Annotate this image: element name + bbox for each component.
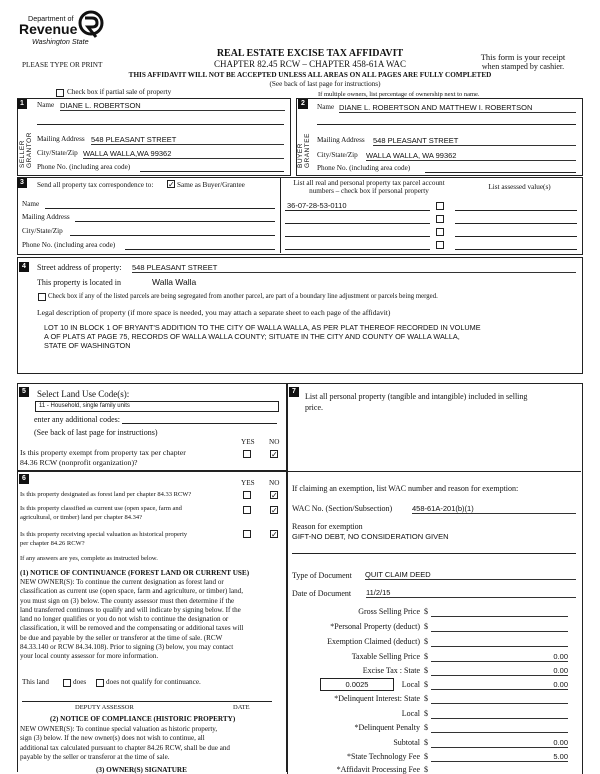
legal-description-line-2[interactable]: A OF PLATS AT PAGE 75, RECORDS OF WALLA WALLA COUNTY; SITUATE IN THE CITY AND COUNTY OF WALLA WALLA, [44,332,460,341]
notice-2-line: additional tax calculated pursuant to chapter 84.26 RCW, shall be due and [20,743,230,752]
deputy-assessor-label: DEPUTY ASSESSOR [75,704,134,711]
located-in-label: This property is located in [37,278,121,287]
land-use-label: Select Land Use Code(s): [37,389,130,399]
gross-price-dollar: $ [424,607,428,616]
gross-price-label: Gross Selling Price [358,607,420,616]
notice-1-line: 84.33.140 or RCW 84.34.108). Prior to signing (3) below, you may contact [20,643,234,652]
current-use-yes-checkbox[interactable] [243,506,251,514]
reason-field[interactable]: GIFT-NO DEBT, NO CONSIDERATION GIVEN [292,532,449,541]
wac-field[interactable]: 458-61A-201(b)(1) [412,504,576,514]
personal-property-label-2: price. [305,403,323,412]
dor-logo [18,10,103,50]
excise-local-dollar: $ [424,680,428,689]
notice-1-line: be due and payable by the seller or transferor at the time of sale. (RCW [20,633,223,642]
notice-2-body [20,725,282,762]
subtotal-field[interactable]: 0.00 [431,738,568,748]
section-7-badge: 7 [289,387,299,397]
delinquent-penalty-label: *Delinquent Penalty [354,723,420,732]
additional-codes-field[interactable] [122,423,277,424]
forest-no-checkbox[interactable]: ✓ [271,491,278,500]
assessed-line-4[interactable] [455,249,577,250]
section-1-badge: 1 [17,99,27,109]
excise-local-label: Local [401,680,420,689]
subtotal-label: Subtotal [393,738,420,747]
historic-question-1: Is this property receiving special valuation as historical property [20,531,188,538]
segregated-label: Check box if any of the listed parcels are being segregated from another parcel, are part of a boundary line adjustment or parcels being merged. [48,293,438,300]
land-does-checkbox[interactable] [63,679,71,687]
seller-phone-field[interactable] [140,171,284,172]
notice-2-line: sign (3) below. If the new owner(s) does not wish to continue, all [20,734,205,743]
buyer-city-field[interactable]: WALLA WALLA, WA 99362 [366,151,576,161]
excise-state-label: Excise Tax : State [362,666,420,675]
taxable-price-dollar: $ [424,652,428,661]
s6-no-header: NO [269,479,280,487]
section-6-badge: 6 [19,474,29,484]
delinquent-interest-state-label: *Delinquent Interest: State [334,694,420,703]
buyer-city-label: City/State/Zip [317,151,358,159]
s5-see-back: (See back of last page for instructions) [34,428,158,437]
notice-3-title: (3) OWNER(S) SIGNATURE [96,766,187,774]
land-does-not-label: does not qualify for continuance. [106,678,201,686]
assessed-header: List assessed value(s) [488,183,551,191]
legal-description-label: Legal description of property (if more space is needed, you may attach a separate sheet to each page of the affidavit) [37,308,391,317]
seller-blank-line [37,124,284,125]
historic-question-2: per chapter 84.26 RCW? [20,540,85,547]
notice-1-line: land transferred continues to qualify and will indicate by signing below. If the [20,605,241,614]
parcel-1-checkbox[interactable] [436,202,444,210]
forest-question: Is this property designated as forest land per chapter 84.33 RCW? [20,491,192,498]
forest-yes-checkbox[interactable] [243,491,251,499]
personal-property-dollar: $ [424,622,428,631]
s6-yes-header: YES [241,479,255,487]
this-land-label: This land [22,678,49,686]
s5-yes-header: YES [241,438,255,446]
notice-1-line: NEW OWNER(S): To continue the current designation as forest land or [20,578,224,586]
assessed-line-1[interactable] [455,210,577,211]
parcel-header-1: List all real and personal property tax parcel account [293,179,445,187]
personal-property-divider [287,471,581,472]
parcel-header-2: numbers – check box if personal property [309,187,429,195]
partial-sale-label: Check box if partial sale of property [67,88,172,96]
seller-mailing-field[interactable]: 548 PLEASANT STREET [91,135,284,145]
historic-yes-checkbox[interactable] [243,530,251,538]
buyer-mailing-label: Mailing Address [317,136,365,144]
s3-name-field[interactable] [45,208,275,209]
buyer-side-label: BUYER GRANTEE [297,133,311,168]
seller-phone-label: Phone No. (including area code) [37,163,131,171]
exempt-no-checkbox[interactable]: ✓ [271,450,278,459]
seller-name-field[interactable]: DIANE L. ROBERTSON [60,101,285,111]
form-title: REAL ESTATE EXCISE TAX AFFIDAVIT [216,48,404,59]
subtotal-dollar: $ [424,738,428,747]
segregated-checkbox[interactable] [38,293,46,301]
receipt-note-2: when stamped by cashier. [481,62,565,71]
buyer-phone-field[interactable] [425,172,576,173]
delinquent-interest-local-label: Local [401,709,420,718]
type-or-print: PLEASE TYPE OR PRINT [22,61,103,69]
land-does-not-checkbox[interactable] [96,679,104,687]
local-rate-box[interactable] [320,678,394,691]
doc-date-field[interactable]: 11/2/15 [366,588,576,598]
exemption-claimed-dollar: $ [424,637,428,646]
instructions-note: (See back of last page for instructions) [269,80,381,88]
s3-name-label: Name [22,200,40,208]
assessor-signature-line[interactable] [22,701,272,702]
seller-name-label: Name [37,101,55,109]
current-use-question-2: agricultural, or timber) land per chapter 84.34? [20,514,143,521]
assessed-line-3[interactable] [455,236,577,237]
delinquent-interest-state-dollar: $ [424,694,428,703]
exemption-claimed-label: Exemption Claimed (deduct) [327,637,420,646]
multiple-owners-note: If multiple owners, list percentage of ownership next to name. [318,91,480,98]
dept-line1: Department of [28,14,74,23]
additional-codes-label: enter any additional codes: [34,415,120,424]
dor-emblem-icon [78,10,104,40]
date-label: DATE [233,704,250,711]
parcel-line-3[interactable] [285,236,430,237]
s3-mailing-field[interactable] [75,221,275,222]
s3-city-field[interactable] [70,235,275,236]
notice-1-body [20,578,282,662]
parcel-4-checkbox[interactable] [436,241,444,249]
exemption-label: If claiming an exemption, list WAC number and reason for exemption: [292,484,519,493]
legal-description-line-1[interactable]: LOT 10 IN BLOCK 1 OF BRYANT'S ADDITION TO THE CITY OF WALLA WALLA, AS PER PLAT THEREOF RECORDED IN VOLUME [44,323,481,332]
dept-line2: Revenue [19,21,78,37]
exemption-claimed-field[interactable] [431,637,568,647]
doc-type-label: Type of Document [292,571,352,580]
land-does-label: does [73,678,87,686]
processing-fee-label: *Affidavit Processing Fee [336,765,420,774]
assessed-line-2[interactable] [455,223,577,224]
legal-description-line-3[interactable]: STATE OF WASHINGTON [44,341,131,350]
processing-fee-dollar: $ [424,765,428,774]
notice-1-line: land no longer qualifies or you do not wish to continue the designation or [20,615,229,624]
personal-property-deduct-label: *Personal Property (deduct) [330,622,420,631]
s3-mailing-label: Mailing Address [22,213,70,221]
technology-fee-field[interactable]: 5.00 [431,752,568,762]
section-3-divider [280,177,281,253]
form-chapter: CHAPTER 82.45 RCW – CHAPTER 458-61A WAC [214,59,406,69]
buyer-blank-line [317,124,576,125]
exempt-question-1: Is this property exempt from property tax per chapter [20,448,186,457]
dept-line3: Washington State [32,37,89,46]
notice-1-title: (1) NOTICE OF CONTINUANCE (FOREST LAND OR CURRENT USE) [20,569,250,577]
exempt-question-2: 84.36 RCW (nonprofit organization)? [20,458,138,467]
land-use-select[interactable] [35,401,279,412]
partial-sale-checkbox[interactable] [56,89,64,97]
doc-date-label: Date of Document [292,589,352,598]
notice-2-line: payable by the seller or transferor at the time of sale. [20,752,170,761]
section-4-badge: 4 [19,262,29,272]
same-as-buyer-label: Same as Buyer/Grantee [177,181,245,189]
buyer-mailing-field[interactable]: 548 PLEASANT STREET [373,136,576,146]
seller-city-field[interactable]: WALLA WALLA,WA 99362 [83,149,284,159]
delinquent-interest-local-field[interactable] [431,709,568,719]
street-address-field[interactable]: 548 PLEASANT STREET [132,263,576,273]
personal-property-label-1: List all personal property (tangible and intangible) included in selling [305,392,528,401]
street-address-label: Street address of property: [37,263,122,272]
delinquent-interest-local-dollar: $ [424,709,428,718]
seller-mailing-label: Mailing Address [37,135,85,143]
land-use-select-value: 11 - Household, single family units [39,403,130,409]
located-in-value[interactable]: Walla Walla [152,277,197,287]
notice-2-line: NEW OWNER(S): To continue special valuation as historic property, [20,725,218,733]
parcel-line-2[interactable] [285,223,430,224]
send-correspondence-label: Send all property tax correspondence to: [37,181,154,189]
parcel-3-checkbox[interactable] [436,228,444,236]
delinquent-interest-state-field[interactable] [431,694,568,704]
technology-fee-dollar: $ [424,752,428,761]
buyer-phone-label: Phone No. (including area code) [317,164,411,172]
buyer-name-label: Name [317,103,335,111]
parcel-2-checkbox[interactable] [436,215,444,223]
notice-1-line: you must sign on (3) below. The county assessor must then determine if the [20,596,235,605]
wac-label: WAC No. (Section/Subsection) [292,504,393,513]
reason-line-2[interactable] [292,553,576,554]
personal-property-deduct-field[interactable] [431,622,568,632]
s5-no-header: NO [269,438,280,446]
receipt-note-1: This form is your receipt [480,52,566,62]
exempt-yes-checkbox[interactable] [243,450,251,458]
taxable-price-label: Taxable Selling Price [351,652,420,661]
excise-state-dollar: $ [424,666,428,675]
notice-1-line: classification, it will be removed and the compensating or additional taxes will [20,624,244,633]
if-yes-note: If any answers are yes, complete as instructed below. [20,555,158,562]
current-use-question-1: Is this property classified as current use (open space, farm and [20,505,182,512]
excise-local-field[interactable]: 0.00 [431,680,568,690]
form-warning: THIS AFFIDAVIT WILL NOT BE ACCEPTED UNLESS ALL AREAS ON ALL PAGES ARE FULLY COMPLETED [128,71,492,79]
seller-city-label: City/State/Zip [37,149,78,157]
notice-1-line: classification as current use (open space, farm and agriculture, or timber) land, [20,587,243,596]
parcel-line-1 [285,210,430,211]
local-rate-value: 0.0025 [345,680,369,689]
gross-price-field[interactable] [431,607,568,617]
section-2-badge: 2 [298,99,308,109]
s3-city-label: City/State/Zip [22,227,63,235]
technology-fee-label: *State Technology Fee [346,752,420,761]
buyer-name-field[interactable]: DIANE L. ROBERTSON AND MATTHEW I. ROBERTSON [339,103,576,113]
parcel-number-1[interactable]: 36-07-28-53-0110 [287,201,347,210]
doc-type-field[interactable]: QUIT CLAIM DEED [365,570,576,580]
taxable-price-field[interactable]: 0.00 [431,652,568,662]
delinquent-penalty-dollar: $ [424,723,428,732]
seller-side-label: SELLER GRANTOR [19,132,33,168]
reason-label: Reason for exemption [292,522,363,531]
current-use-no-checkbox[interactable]: ✓ [271,506,278,515]
s3-phone-field[interactable] [125,249,275,250]
excise-state-field[interactable]: 0.00 [431,666,568,676]
section-5-badge: 5 [19,387,29,397]
notice-1-line: your local county assessor for more information. [20,652,159,661]
parcel-line-4[interactable] [285,249,430,250]
notice-2-title: (2) NOTICE OF COMPLIANCE (HISTORIC PROPERTY) [50,715,236,723]
same-as-buyer-checkbox[interactable]: ✓ [168,180,175,189]
historic-no-checkbox[interactable]: ✓ [271,530,278,539]
delinquent-penalty-field[interactable] [431,723,568,733]
section-3-badge: 3 [17,178,27,188]
s3-phone-label: Phone No. (including area code) [22,241,116,249]
